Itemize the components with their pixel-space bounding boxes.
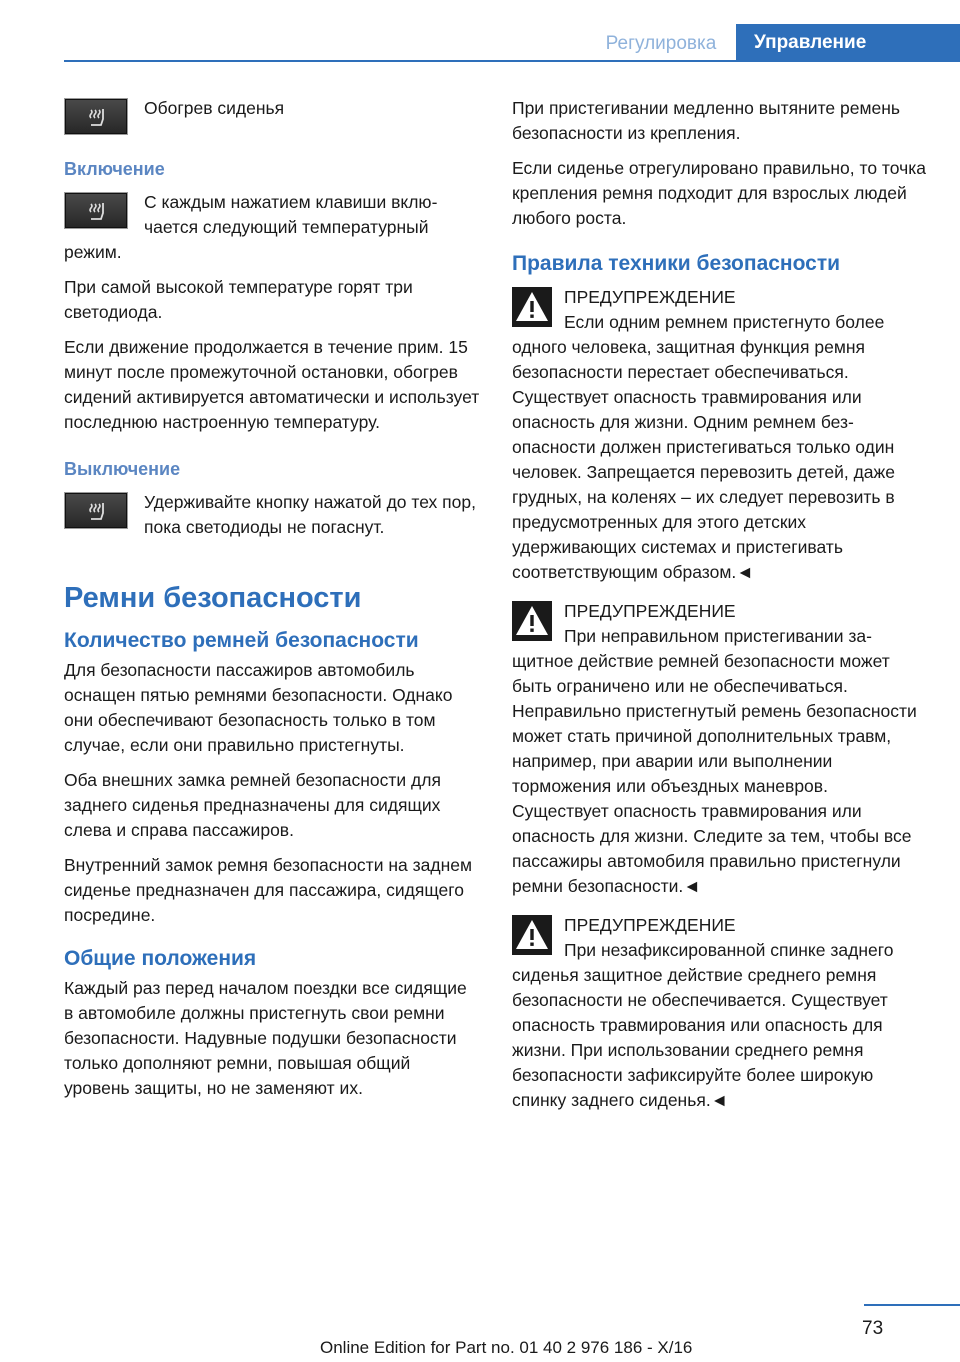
warning-title: ПРЕДУПРЕЖДЕНИЕ — [564, 601, 736, 621]
warning-block — [512, 285, 926, 585]
footer-edition: Online Edition for Part no. 01 40 2 976 186 - X/16 — [320, 1338, 693, 1357]
seat-heating-button-image — [64, 192, 128, 229]
paragraph-pull: При пристегивании медленно вытяните ремень безопасности из крепления. — [512, 98, 900, 143]
warning-text: Если одним ремнем пристегнуто более одного человека, защитная функция ремня безопасности перестает обеспечиваться. Существует опасность травмирования или опасность для жизни. Одним ремнем безопасности должен пристегиваться только один человек. Запрещается перевозить детей, даже грудных, на коленях – их следует перевозить в предусмотренных для этого детских удерживающих системах и пристегивать соответствующим образом.◄ — [512, 312, 895, 582]
paragraph-max-temp: При самой высокой температуре горят три светодиода. — [64, 277, 413, 322]
paragraph-count-2: Оба внешних замка ремней безопасности для заднего сиденья предназначены для сидящих слева и справа пассажиров. — [64, 770, 441, 840]
seat-heating-off — [64, 490, 480, 540]
page-number: 73 — [862, 1318, 884, 1339]
paragraph-count-3: Внутренний замок ремня безопасности на заднем сиденье предназначен для пассажира, сидящего посредине. — [64, 855, 472, 925]
subhead-on: Включение — [64, 159, 165, 179]
warning-block — [512, 599, 926, 899]
seat-heating-icon — [87, 201, 109, 223]
paragraph-count-1: Для безопасности пассажиров автомобиль оснащен пятью ремнями безопасности. Однако они обеспечивают безопасность только в том случае, если они правильно пристегнуты. — [64, 660, 453, 755]
warning-title: ПРЕДУПРЕЖДЕНИЕ — [564, 915, 736, 935]
heading-safety-rules: Правила техники безопасности — [512, 252, 841, 275]
seat-heating-icon — [87, 107, 109, 129]
paragraph-general: Каждый раз перед началом поездки все сидящие в автомобиле должны пристегнуть свои ремни безопасности. Надувные подушки безопасности только дополняют ремни, повышая общий уровень защиты, но не заменяют их. — [64, 978, 467, 1098]
warning-text: При неправильном пристегивании защитное действие ремней безопасности может быть ограничено или не обеспечиваться. Неправильно пристегнутый ремень безопасности может стать причиной дополнительных травм, например, при аварии или выполнении торможения или объездных маневров. Существует опасность травмирования или опасность для жизни. Следите за тем, чтобы все пассажиры автомобиля правильно пристегнули ремни безопасности.◄ — [512, 626, 917, 896]
header-rule — [64, 60, 960, 62]
seat-heating-icon — [87, 501, 109, 523]
tab-regulirovka[interactable]: Регулировка — [605, 33, 717, 54]
seat-heating-intro — [64, 96, 480, 139]
seat-heating-on — [64, 190, 480, 265]
left-column — [64, 96, 480, 1111]
footer-rule — [864, 1304, 960, 1306]
heading-belt-count: Количество ремней безопасности — [64, 629, 419, 652]
off-text: Удерживайте кнопку нажатой до тех пор, пока светодиоды не погаснут. — [144, 492, 476, 537]
heading-general: Общие положения — [64, 947, 257, 970]
seat-heating-label: Обогрев сиденья — [144, 98, 285, 118]
warning-triangle-icon — [512, 915, 552, 955]
section-title-seatbelts: Ремни безопасности — [64, 582, 362, 614]
on-text: С каждым нажатием клавиши включается следующий температурный режим. — [64, 192, 438, 262]
paragraph-auto: Если движение продолжается в течение прим. 15 минут после промежуточной остановки, обогрев сидений активируется автоматически и использует последнюю настроенную температуру. — [64, 337, 480, 432]
seat-heating-button-image — [64, 98, 128, 135]
warning-block — [512, 913, 926, 1113]
tab-upravlenie[interactable]: Управление — [736, 24, 960, 62]
warning-text: При незафиксированной спинке заднего сиденья защитное действие среднего ремня безопасности не обеспечивается. Существует опасность травмирования или опасность для жизни. При использовании среднего ремня безопасности зафиксируйте более широкую спинку заднего сиденья.◄ — [512, 940, 894, 1110]
warning-triangle-icon — [512, 287, 552, 327]
paragraph-adjust: Если сиденье отрегулировано правильно, то точка крепления ремня подходит для взрослых людей любого роста. — [512, 158, 926, 228]
subhead-off: Выключение — [64, 459, 181, 479]
seat-heating-button-image — [64, 492, 128, 529]
right-column — [512, 96, 926, 1119]
warning-triangle-icon — [512, 601, 552, 641]
warning-title: ПРЕДУПРЕЖДЕНИЕ — [564, 287, 736, 307]
